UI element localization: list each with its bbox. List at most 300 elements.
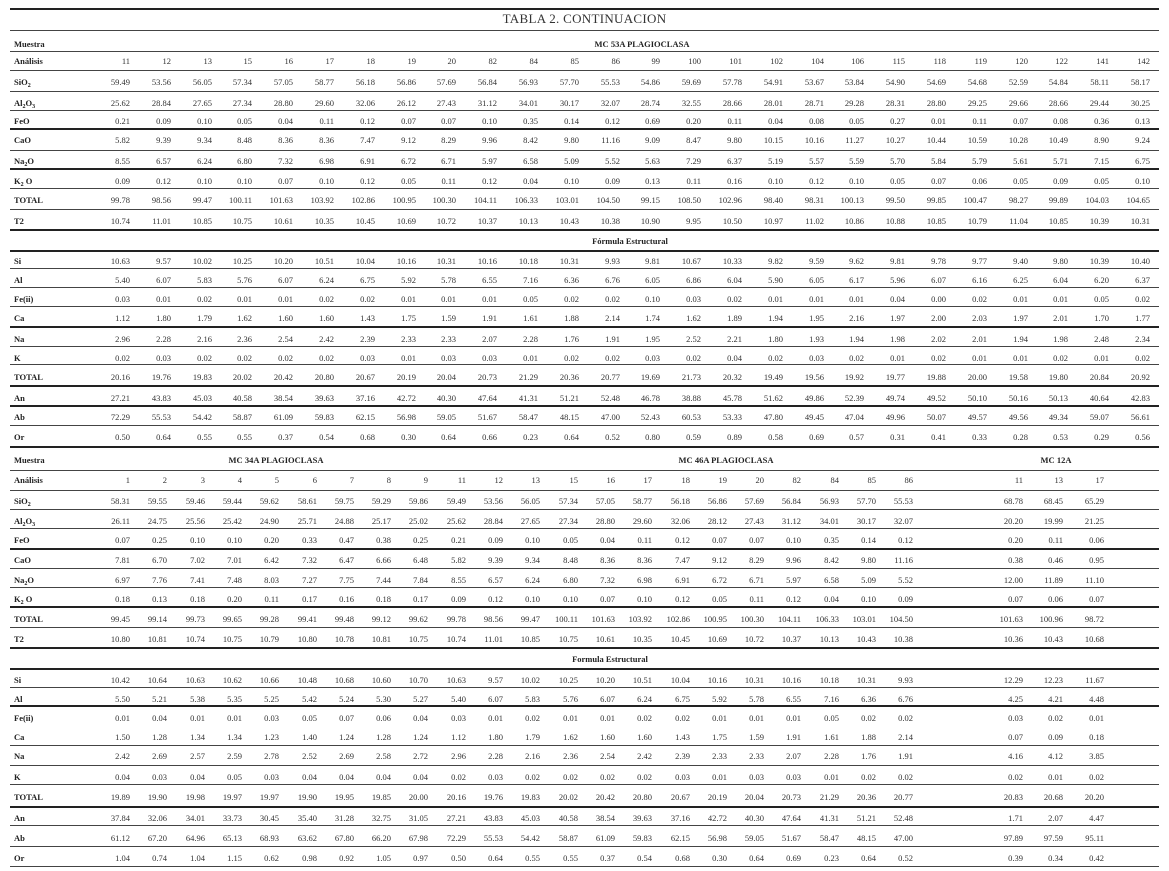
- table-cell: 0.55: [563, 853, 578, 863]
- table-cell: 6.97: [115, 575, 130, 585]
- table-cell: 0.01: [1094, 353, 1109, 363]
- table-cell: 19.90: [297, 792, 317, 802]
- table-cell: 2.54: [278, 334, 293, 344]
- table-cell: 19.89: [110, 792, 130, 802]
- table-cell: 0.23: [824, 853, 839, 863]
- table-cell: 10.45: [355, 216, 375, 226]
- table-cell: 2.00: [931, 313, 946, 323]
- oxide-row-label: [14, 611, 43, 627]
- table-cell: 103.01: [555, 195, 579, 205]
- table-cell: 56.86: [707, 496, 727, 506]
- table-cell: 0.14: [564, 116, 579, 126]
- table-cell: 59.83: [314, 412, 334, 422]
- rule-line: [10, 825, 1159, 826]
- table-cell: 6.16: [972, 275, 987, 285]
- label-text: Fe(ii): [14, 294, 34, 304]
- formula-row: [0, 291, 1169, 307]
- table-cell: 29.60: [632, 516, 652, 526]
- label-subscript-2: 3: [32, 104, 36, 110]
- table-cell: 7.02: [190, 555, 205, 565]
- table-cell: 0.02: [637, 772, 652, 782]
- table-cell: 104.11: [777, 614, 801, 624]
- table-cell: 10.20: [595, 675, 615, 685]
- table-cell: 2.59: [227, 751, 242, 761]
- analysis-number: 12: [162, 56, 171, 66]
- table-cell: 0.03: [749, 772, 764, 782]
- table-cell: 49.45: [804, 412, 824, 422]
- table-cell: 32.07: [600, 98, 620, 108]
- table-cell: 0.28: [1013, 432, 1028, 442]
- table-cell: 10.43: [856, 634, 876, 644]
- table-cell: 0.42: [1089, 853, 1104, 863]
- label-text: Al: [14, 694, 23, 704]
- table-cell: 0.02: [1089, 772, 1104, 782]
- table-cell: 10.68: [334, 675, 354, 685]
- table-cell: 1.50: [115, 732, 130, 742]
- table-cell: 0.09: [451, 594, 466, 604]
- table-cell: 59.49: [110, 77, 130, 87]
- label-text: TOTAL: [14, 195, 43, 205]
- table-cell: 6.04: [727, 275, 742, 285]
- table-cell: 0.05: [824, 713, 839, 723]
- rule-line: [10, 346, 1159, 347]
- table-cell: 104.50: [889, 614, 913, 624]
- table-cell: 9.40: [1013, 256, 1028, 266]
- table-cell: 2.21: [727, 334, 742, 344]
- table-cell: 51.21: [559, 393, 579, 403]
- table-cell: 0.01: [824, 772, 839, 782]
- table-cell: 0.21: [115, 116, 130, 126]
- table-cell: 0.02: [931, 353, 946, 363]
- oxide-row-label: [14, 631, 24, 647]
- table-cell: 0.14: [861, 535, 876, 545]
- table-cell: 59.07: [1089, 412, 1109, 422]
- table-cell: 21.29: [518, 372, 538, 382]
- table-cell: 1.91: [482, 313, 497, 323]
- table-cell: 59.46: [185, 496, 205, 506]
- table-cell: 10.88: [885, 216, 905, 226]
- table-cell: 55.53: [600, 77, 620, 87]
- rule-line: [10, 446, 1159, 448]
- table-cell: 0.58: [768, 432, 783, 442]
- table-cell: 7.47: [360, 135, 375, 145]
- table-cell: 10.75: [232, 216, 252, 226]
- table-cell: 2.34: [1135, 334, 1150, 344]
- table-cell: 9.80: [861, 555, 876, 565]
- table-cell: 60.53: [681, 412, 701, 422]
- table-cell: 0.64: [156, 432, 171, 442]
- formula-row-label: [14, 672, 21, 688]
- table-cell: 1.15: [227, 853, 242, 863]
- table-cell: 0.05: [302, 713, 317, 723]
- table-cell: 0.02: [563, 772, 578, 782]
- table-cell: 0.80: [645, 432, 660, 442]
- oxide-row: [0, 192, 1169, 208]
- rule-line: [10, 528, 1159, 529]
- table-cell: 72.29: [446, 833, 466, 843]
- table-cell: 1.94: [849, 334, 864, 344]
- table-cell: 5.40: [451, 694, 466, 704]
- table-cell: 8.42: [824, 555, 839, 565]
- table-cell: 20.42: [595, 792, 615, 802]
- table-cell: 0.02: [605, 294, 620, 304]
- table-cell: 20.67: [670, 792, 690, 802]
- table-cell: 57.70: [856, 496, 876, 506]
- analysis-number: 84: [830, 475, 839, 485]
- table-cell: 40.64: [1089, 393, 1109, 403]
- table-cell: 0.64: [749, 853, 764, 863]
- table-cell: 2.96: [451, 751, 466, 761]
- formula-row-label: [14, 291, 33, 307]
- table-cell: 1.43: [360, 313, 375, 323]
- table-cell: 6.07: [931, 275, 946, 285]
- label-text: Si: [14, 675, 22, 685]
- table-cell: 10.64: [147, 675, 167, 685]
- table-cell: 56.84: [477, 77, 497, 87]
- formula-row-label: [14, 429, 24, 445]
- table-cell: 0.10: [227, 535, 242, 545]
- table-cell: 32.06: [355, 98, 375, 108]
- table-cell: 10.78: [334, 634, 354, 644]
- table-cell: 0.69: [786, 853, 801, 863]
- table-cell: 98.56: [151, 195, 171, 205]
- table-cell: 10.25: [558, 675, 578, 685]
- table-cell: 0.11: [441, 176, 456, 186]
- table-cell: 0.04: [278, 116, 293, 126]
- label-text: K: [14, 353, 21, 363]
- table-cell: 59.86: [408, 496, 428, 506]
- table-cell: 0.02: [237, 353, 252, 363]
- table-cell: 51.67: [477, 412, 497, 422]
- table-cell: 9.96: [786, 555, 801, 565]
- table-cell: 0.35: [824, 535, 839, 545]
- table-cell: 0.01: [600, 713, 615, 723]
- table-cell: 5.90: [768, 275, 783, 285]
- table-cell: 0.11: [686, 176, 701, 186]
- table-cell: 1.79: [525, 732, 540, 742]
- table-cell: 6.07: [600, 694, 615, 704]
- table-cell: 10.61: [273, 216, 293, 226]
- table-cell: 0.10: [786, 535, 801, 545]
- table-cell: 0.11: [1048, 535, 1063, 545]
- table-cell: 48.15: [856, 833, 876, 843]
- formula-row: [0, 789, 1169, 805]
- table-cell: 10.97: [763, 216, 783, 226]
- table-cell: 0.05: [401, 176, 416, 186]
- table-cell: 10.43: [559, 216, 579, 226]
- table-cell: 0.02: [319, 353, 334, 363]
- table-cell: 57.05: [595, 496, 615, 506]
- table-cell: 1.34: [190, 732, 205, 742]
- table-cell: 99.73: [185, 614, 205, 624]
- table-cell: 58.11: [1090, 77, 1109, 87]
- label-text: CaO: [14, 135, 31, 145]
- table-cell: 8.42: [523, 135, 538, 145]
- label-text: Ab: [14, 833, 25, 843]
- table-cell: 52.48: [600, 393, 620, 403]
- table-cell: 0.10: [197, 176, 212, 186]
- table-cell: 10.74: [110, 216, 130, 226]
- table-cell: 51.62: [763, 393, 783, 403]
- rule-line: [10, 647, 1159, 649]
- table-cell: 11.02: [805, 216, 824, 226]
- formula-header-lower: Formula Estructural: [572, 654, 648, 664]
- table-cell: 19.97: [222, 792, 242, 802]
- table-cell: 29.60: [314, 98, 334, 108]
- oxide-row: [0, 173, 1169, 189]
- formula-row: [0, 729, 1169, 745]
- table-cell: 0.02: [1008, 772, 1023, 782]
- table-cell: 19.90: [147, 792, 167, 802]
- table-cell: 11.10: [1085, 575, 1104, 585]
- sample-header-mc53a: MC 53A PLAGIOCLASA: [594, 39, 690, 49]
- table-cell: 4.48: [1089, 694, 1104, 704]
- label-text: Na: [14, 751, 25, 761]
- table-cell: 20.83: [1003, 792, 1023, 802]
- table-cell: 0.66: [482, 432, 497, 442]
- table-cell: 68.45: [1043, 496, 1063, 506]
- table-cell: 5.09: [564, 156, 579, 166]
- table-cell: 6.75: [1135, 156, 1150, 166]
- table-cell: 10.51: [632, 675, 652, 685]
- table-cell: 59.55: [147, 496, 167, 506]
- analysis-number: 120: [1015, 56, 1028, 66]
- table-cell: 58.77: [314, 77, 334, 87]
- table-cell: 27.43: [436, 98, 456, 108]
- table-cell: 59.62: [259, 496, 279, 506]
- table-cell: 21.29: [819, 792, 839, 802]
- label-subscript: 2: [27, 83, 31, 89]
- analysis-number: 17: [325, 56, 334, 66]
- table-cell: 53.56: [483, 496, 503, 506]
- formula-row: [0, 390, 1169, 406]
- table-cell: 56.18: [355, 77, 375, 87]
- table-cell: 6.07: [156, 275, 171, 285]
- oxide-row-label: [14, 591, 32, 607]
- oxide-row-label: [14, 95, 35, 111]
- table-cell: 2.14: [898, 732, 913, 742]
- table-cell: 28.31: [885, 98, 905, 108]
- table-cell: 50.07: [926, 412, 946, 422]
- table-cell: 6.48: [413, 555, 428, 565]
- table-cell: 61.12: [110, 833, 130, 843]
- table-cell: 0.04: [727, 353, 742, 363]
- table-cell: 0.38: [1008, 555, 1023, 565]
- table-cell: 0.10: [849, 176, 864, 186]
- table-cell: 9.95: [686, 216, 701, 226]
- table-cell: 0.11: [637, 535, 652, 545]
- table-cell: 0.08: [1053, 116, 1068, 126]
- table-cell: 0.39: [1008, 853, 1023, 863]
- table-cell: 10.51: [314, 256, 334, 266]
- table-cell: 99.12: [371, 614, 391, 624]
- label-text: Fe(ii): [14, 713, 34, 723]
- table-cell: 56.05: [520, 496, 540, 506]
- table-cell: 11.89: [1044, 575, 1063, 585]
- analysis-number: 11: [1014, 475, 1023, 485]
- table-cell: 0.17: [302, 594, 317, 604]
- rule-line: [10, 405, 1159, 407]
- oxide-row: [0, 213, 1169, 229]
- analysis-number: 106: [851, 56, 864, 66]
- table-cell: 6.25: [1013, 275, 1028, 285]
- table-cell: 7.15: [1094, 156, 1109, 166]
- table-cell: 58.47: [518, 412, 538, 422]
- table-cell: 29.28: [844, 98, 864, 108]
- table-cell: 4.47: [1089, 813, 1104, 823]
- table-cell: 6.37: [727, 156, 742, 166]
- table-cell: 47.64: [781, 813, 801, 823]
- table-cell: 10.68: [1084, 634, 1104, 644]
- label-text: Ca: [14, 313, 25, 323]
- table-cell: 6.42: [264, 555, 279, 565]
- table-cell: 19.83: [192, 372, 212, 382]
- rule-line: [10, 627, 1159, 628]
- table-cell: 0.50: [115, 432, 130, 442]
- table-cell: 19.69: [640, 372, 660, 382]
- formula-row-label: [14, 810, 25, 826]
- table-cell: 28.12: [707, 516, 727, 526]
- table-cell: 0.02: [451, 772, 466, 782]
- formula-row-label: [14, 331, 24, 347]
- table-cell: 8.48: [237, 135, 252, 145]
- oxide-row-label: [14, 113, 30, 129]
- table-cell: 56.18: [670, 496, 690, 506]
- table-cell: 9.34: [525, 555, 540, 565]
- table-cell: 20.00: [408, 792, 428, 802]
- label-text: TOTAL: [14, 372, 43, 382]
- table-cell: 9.24: [1135, 135, 1150, 145]
- rule-line: [10, 250, 1159, 252]
- table-cell: 65.29: [1084, 496, 1104, 506]
- table-cell: 0.02: [727, 294, 742, 304]
- formula-row-label: [14, 710, 33, 726]
- label-text: Na: [14, 334, 25, 344]
- table-cell: 0.02: [637, 713, 652, 723]
- table-cell: 0.36: [1094, 116, 1109, 126]
- table-cell: 98.72: [1084, 614, 1104, 624]
- table-cell: 2.07: [786, 751, 801, 761]
- table-cell: 2.52: [686, 334, 701, 344]
- table-cell: 98.27: [1008, 195, 1028, 205]
- rule-line: [10, 587, 1159, 588]
- label-subscript: 2: [22, 104, 26, 110]
- table-cell: 0.09: [605, 176, 620, 186]
- table-cell: 1.77: [1135, 313, 1150, 323]
- table-cell: 0.52: [898, 853, 913, 863]
- table-cell: 0.01: [849, 294, 864, 304]
- table-cell: 10.43: [1043, 634, 1063, 644]
- table-cell: 19.49: [763, 372, 783, 382]
- table-cell: 19.97: [259, 792, 279, 802]
- table-cell: 20.80: [314, 372, 334, 382]
- table-cell: 1.43: [675, 732, 690, 742]
- table-cell: 5.35: [227, 694, 242, 704]
- table-cell: 0.07: [600, 594, 615, 604]
- table-cell: 1.62: [563, 732, 578, 742]
- rule-line: [10, 364, 1159, 365]
- analysis-number: 7: [349, 475, 354, 485]
- table-cell: 9.77: [972, 256, 987, 266]
- table-cell: 101.63: [269, 195, 293, 205]
- table-cell: 54.42: [192, 412, 212, 422]
- table-cell: 30.17: [856, 516, 876, 526]
- table-cell: 28.01: [763, 98, 783, 108]
- table-cell: 54.84: [1048, 77, 1068, 87]
- table-cell: 8.55: [451, 575, 466, 585]
- table-cell: 6.80: [237, 156, 252, 166]
- oxide-row: [0, 74, 1169, 90]
- table-cell: 20.77: [893, 792, 913, 802]
- table-cell: 0.01: [278, 294, 293, 304]
- table-cell: 20.20: [1003, 516, 1023, 526]
- table-cell: 0.23: [523, 432, 538, 442]
- table-cell: 8.90: [1094, 135, 1109, 145]
- table-cell: 0.07: [339, 713, 354, 723]
- table-cell: 5.19: [768, 156, 783, 166]
- table-cell: 24.88: [334, 516, 354, 526]
- table-cell: 27.65: [192, 98, 212, 108]
- label-subscript: 2: [24, 162, 28, 168]
- analysis-number: 17: [643, 475, 652, 485]
- table-cell: 9.78: [931, 256, 946, 266]
- table-cell: 11.27: [845, 135, 864, 145]
- oxide-row: [0, 153, 1169, 169]
- table-cell: 0.05: [227, 772, 242, 782]
- table-cell: 7.48: [227, 575, 242, 585]
- table-cell: 0.02: [1135, 294, 1150, 304]
- table-cell: 9.57: [488, 675, 503, 685]
- table-cell: 0.18: [115, 594, 130, 604]
- table-cell: 49.86: [804, 393, 824, 403]
- table-cell: 99.15: [640, 195, 660, 205]
- table-cell: 108.50: [677, 195, 701, 205]
- table-cell: 5.76: [563, 694, 578, 704]
- label-text-2: O: [27, 156, 35, 166]
- table-cell: 59.69: [681, 77, 701, 87]
- rule-line: [10, 110, 1159, 111]
- table-cell: 0.01: [1013, 353, 1028, 363]
- table-cell: 0.55: [237, 432, 252, 442]
- table-cell: 0.11: [972, 116, 987, 126]
- rule-line: [10, 326, 1159, 328]
- table-cell: 1.98: [1053, 334, 1068, 344]
- table-cell: 10.62: [222, 675, 242, 685]
- table-cell: 0.20: [264, 535, 279, 545]
- table-cell: 0.10: [525, 535, 540, 545]
- formula-row-label: [14, 409, 25, 425]
- analysis-number: 82: [488, 56, 497, 66]
- table-cell: 20.16: [446, 792, 466, 802]
- table-cell: 0.02: [768, 353, 783, 363]
- table-cell: 0.01: [972, 353, 987, 363]
- table-cell: 0.55: [525, 853, 540, 863]
- table-cell: 2.69: [152, 751, 167, 761]
- table-cell: 6.36: [861, 694, 876, 704]
- analysis-number: 15: [569, 475, 578, 485]
- table-cell: 1.94: [1013, 334, 1028, 344]
- table-cell: 0.03: [488, 772, 503, 782]
- analysis-number: 118: [933, 56, 946, 66]
- table-cell: 10.60: [371, 675, 391, 685]
- table-cell: 53.84: [844, 77, 864, 87]
- table-cell: 100.96: [1039, 614, 1063, 624]
- label-text: Al: [14, 98, 23, 108]
- table-cell: 20.19: [707, 792, 727, 802]
- table-cell: 0.07: [1008, 594, 1023, 604]
- table-cell: 0.01: [768, 294, 783, 304]
- table-cell: 0.12: [605, 116, 620, 126]
